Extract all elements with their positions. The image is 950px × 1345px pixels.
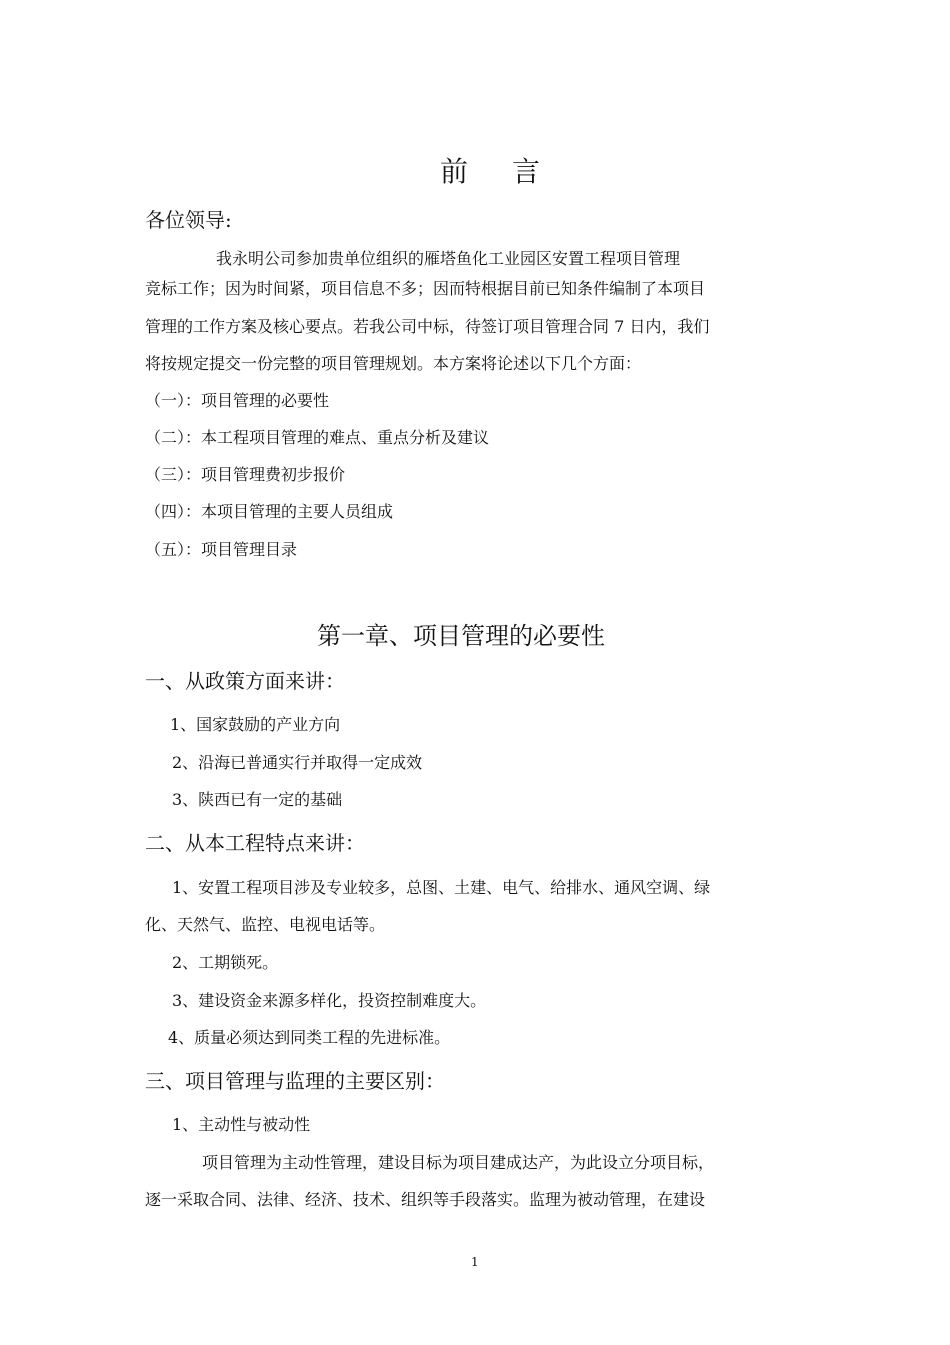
section1-item: 3、陕西已有一定的基础 xyxy=(172,790,343,809)
preface-list-item: （五）：项目管理目录 xyxy=(145,540,298,559)
section-heading-3: 三、项目管理与监理的主要区别： xyxy=(145,1069,445,1093)
section2-item2: 2、工期锁死。 xyxy=(172,953,279,972)
section-heading-2: 二、从本工程特点来讲： xyxy=(145,831,365,855)
preface-list-item: （二）：本工程项目管理的难点、重点分析及建议 xyxy=(145,428,490,447)
section3-paragraph-line2: 逐一采取合同、法律、经济、技术、组织等手段落实。监理为被动管理，在建设 xyxy=(145,1190,706,1209)
preface-paragraph-line-1: 我永明公司参加贵单位组织的雁塔鱼化工业园区安置工程项目管理 xyxy=(216,249,681,268)
section2-item1-line1: 1、安置工程项目涉及专业较多，总图、土建、电气、给排水、通风空调、绿 xyxy=(172,878,711,897)
section1-item: 2、沿海已普通实行并取得一定成效 xyxy=(172,753,423,772)
section1-item: 1、国家鼓励的产业方向 xyxy=(170,715,341,734)
section2-item4: 4、质量必须达到同类工程的先进标准。 xyxy=(168,1028,451,1047)
section2-item1-line2: 化、天然气、监控、电视电话等。 xyxy=(145,915,386,934)
preface-title-right: 言 xyxy=(512,155,541,188)
section3-paragraph-line1: 项目管理为主动性管理，建设目标为项目建成达产，为此设立分项目标， xyxy=(202,1153,715,1172)
section3-item1: 1、主动性与被动性 xyxy=(172,1115,311,1134)
preface-paragraph-line-4: 将按规定提交一份完整的项目管理规划。本方案将论述以下几个方面： xyxy=(145,354,642,373)
preface-paragraph-line-3: 管理的工作方案及核心要点。若我公司中标，待签订项目管理合同 7 日内，我们 xyxy=(145,317,710,336)
preface-paragraph-line-2: 竞标工作；因为时间紧，项目信息不多；因而特根据目前已知条件编制了本项目 xyxy=(145,279,706,298)
preface-list-item: （一）：项目管理的必要性 xyxy=(145,391,330,410)
section2-item3: 3、建设资金来源多样化，投资控制难度大。 xyxy=(172,991,487,1010)
salutation: 各位领导: xyxy=(145,208,232,232)
section-heading-1: 一、从政策方面来讲： xyxy=(145,669,345,693)
page-number: 1 xyxy=(471,1255,479,1269)
preface-title-left: 前 xyxy=(440,155,469,188)
preface-list-item: （四）：本项目管理的主要人员组成 xyxy=(145,502,394,521)
preface-list-item: （三）：项目管理费初步报价 xyxy=(145,465,346,484)
chapter-title: 第一章、项目管理的必要性 xyxy=(317,622,605,650)
